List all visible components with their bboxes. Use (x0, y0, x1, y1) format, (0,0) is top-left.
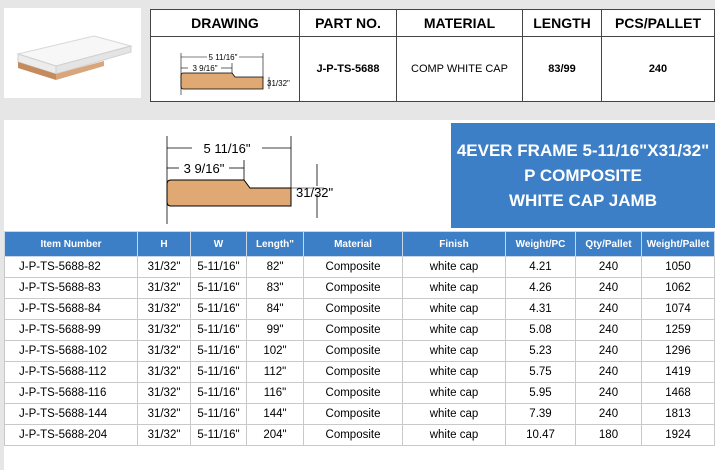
cell-weight-pallet: 1468 (642, 383, 715, 404)
cell-finish: white cap (403, 320, 506, 341)
small-profile-drawing (155, 39, 295, 99)
large-profile-shape (167, 180, 291, 206)
cell-length: 83" (247, 278, 304, 299)
cell-length: 144" (247, 404, 304, 425)
cell-w: 5-11/16" (191, 257, 247, 278)
col-weight-pallet: Weight/Pallet (642, 232, 715, 257)
cell-item-number: J-P-TS-5688-102 (5, 341, 138, 362)
cell-weight-pallet: 1074 (642, 299, 715, 320)
cell-material: Composite (304, 425, 403, 446)
large-dim-total: 5 11/16" (203, 141, 251, 156)
length-value: 83/99 (523, 37, 602, 102)
table-row (5, 320, 715, 341)
cell-weight-pallet: 1924 (642, 425, 715, 446)
table-row (5, 278, 715, 299)
cell-qty-pallet: 180 (576, 425, 642, 446)
table-row (5, 404, 715, 425)
cell-weight-pc: 10.47 (506, 425, 576, 446)
cell-item-number: J-P-TS-5688-84 (5, 299, 138, 320)
table-row (5, 257, 715, 278)
cell-item-number: J-P-TS-5688-82 (5, 257, 138, 278)
cell-w: 5-11/16" (191, 362, 247, 383)
large-profile-drawing (4, 120, 444, 228)
cell-weight-pallet: 1296 (642, 341, 715, 362)
cell-weight-pc: 5.08 (506, 320, 576, 341)
product-title-banner (451, 123, 715, 228)
pcs-pallet-value: 240 (602, 37, 715, 102)
cell-qty-pallet: 240 (576, 383, 642, 404)
cell-qty-pallet: 240 (576, 299, 642, 320)
summary-table (150, 9, 715, 102)
cell-w: 5-11/16" (191, 425, 247, 446)
col-qty-pallet: Qty/Pallet (576, 232, 642, 257)
table-row (5, 299, 715, 320)
cell-item-number: J-P-TS-5688-116 (5, 383, 138, 404)
cell-item-number: J-P-TS-5688-99 (5, 320, 138, 341)
cell-qty-pallet: 240 (576, 362, 642, 383)
cell-weight-pc: 4.31 (506, 299, 576, 320)
banner-line-3: WHITE CAP JAMB (509, 191, 657, 210)
cell-length: 204" (247, 425, 304, 446)
table-row (5, 425, 715, 446)
cell-w: 5-11/16" (191, 278, 247, 299)
large-dim-step: 3 9/16" (183, 161, 225, 176)
cell-material: Composite (304, 362, 403, 383)
cell-weight-pc: 5.75 (506, 362, 576, 383)
cell-material: Composite (304, 404, 403, 425)
cell-length: 82" (247, 257, 304, 278)
cell-item-number: J-P-TS-5688-204 (5, 425, 138, 446)
cell-length: 112" (247, 362, 304, 383)
table-row (5, 383, 715, 404)
small-dim-step: 3 9/16" (192, 64, 218, 73)
cell-finish: white cap (403, 278, 506, 299)
cell-length: 116" (247, 383, 304, 404)
cell-material: Composite (304, 257, 403, 278)
col-weight-pc: Weight/PC (506, 232, 576, 257)
cell-w: 5-11/16" (191, 320, 247, 341)
spec-table (4, 231, 715, 446)
cell-finish: white cap (403, 404, 506, 425)
cell-qty-pallet: 240 (576, 404, 642, 425)
cell-qty-pallet: 240 (576, 278, 642, 299)
cell-length: 102" (247, 341, 304, 362)
header-drawing: DRAWING (151, 10, 300, 37)
cell-material: Composite (304, 341, 403, 362)
col-h: H (138, 232, 191, 257)
col-item-number: Item Number (5, 232, 138, 257)
header-length: LENGTH (523, 10, 602, 37)
col-material: Material (304, 232, 403, 257)
header-part-no: PART NO. (300, 10, 397, 37)
cell-w: 5-11/16" (191, 383, 247, 404)
cell-h: 31/32" (138, 362, 191, 383)
header-material: MATERIAL (397, 10, 523, 37)
cell-material: Composite (304, 320, 403, 341)
cell-weight-pallet: 1419 (642, 362, 715, 383)
cell-h: 31/32" (138, 404, 191, 425)
part-no-value: J-P-TS-5688 (300, 37, 397, 102)
cell-w: 5-11/16" (191, 299, 247, 320)
header-pcs-pallet: PCS/PALLET (602, 10, 715, 37)
col-length: Length" (247, 232, 304, 257)
cell-h: 31/32" (138, 278, 191, 299)
banner-line-1: 4EVER FRAME 5-11/16"X31/32" (456, 141, 710, 160)
cell-material: Composite (304, 383, 403, 404)
cell-h: 31/32" (138, 383, 191, 404)
cell-weight-pallet: 1259 (642, 320, 715, 341)
cell-weight-pallet: 1813 (642, 404, 715, 425)
small-dim-height: 31/32" (267, 79, 290, 88)
cell-h: 31/32" (138, 320, 191, 341)
cell-finish: white cap (403, 299, 506, 320)
banner-line-2: P COMPOSITE (524, 166, 642, 185)
col-finish: Finish (403, 232, 506, 257)
cell-weight-pc: 5.95 (506, 383, 576, 404)
drawing-cell (151, 37, 300, 102)
cell-h: 31/32" (138, 341, 191, 362)
cell-weight-pallet: 1062 (642, 278, 715, 299)
cell-w: 5-11/16" (191, 341, 247, 362)
spec-header-row (5, 232, 715, 257)
material-value: COMP WHITE CAP (397, 37, 523, 102)
cell-material: Composite (304, 299, 403, 320)
cell-qty-pallet: 240 (576, 257, 642, 278)
cell-weight-pallet: 1050 (642, 257, 715, 278)
cell-qty-pallet: 240 (576, 320, 642, 341)
product-thumbnail (4, 8, 141, 98)
small-dim-total: 5 11/16" (208, 53, 238, 62)
cell-item-number: J-P-TS-5688-112 (5, 362, 138, 383)
cell-h: 31/32" (138, 425, 191, 446)
cell-weight-pc: 4.26 (506, 278, 576, 299)
cell-finish: white cap (403, 257, 506, 278)
col-w: W (191, 232, 247, 257)
cell-weight-pc: 5.23 (506, 341, 576, 362)
cell-finish: white cap (403, 425, 506, 446)
cell-material: Composite (304, 278, 403, 299)
cell-finish: white cap (403, 341, 506, 362)
table-row (5, 341, 715, 362)
table-row (5, 362, 715, 383)
jamb-3d-image (4, 8, 141, 98)
cell-length: 99" (247, 320, 304, 341)
cell-item-number: J-P-TS-5688-144 (5, 404, 138, 425)
cell-weight-pc: 4.21 (506, 257, 576, 278)
cell-item-number: J-P-TS-5688-83 (5, 278, 138, 299)
cell-h: 31/32" (138, 257, 191, 278)
large-dim-height: 31/32" (296, 185, 334, 200)
cell-finish: white cap (403, 362, 506, 383)
small-profile-shape (181, 73, 263, 89)
cell-qty-pallet: 240 (576, 341, 642, 362)
cell-h: 31/32" (138, 299, 191, 320)
cell-weight-pc: 7.39 (506, 404, 576, 425)
cell-w: 5-11/16" (191, 404, 247, 425)
cell-length: 84" (247, 299, 304, 320)
cell-finish: white cap (403, 383, 506, 404)
